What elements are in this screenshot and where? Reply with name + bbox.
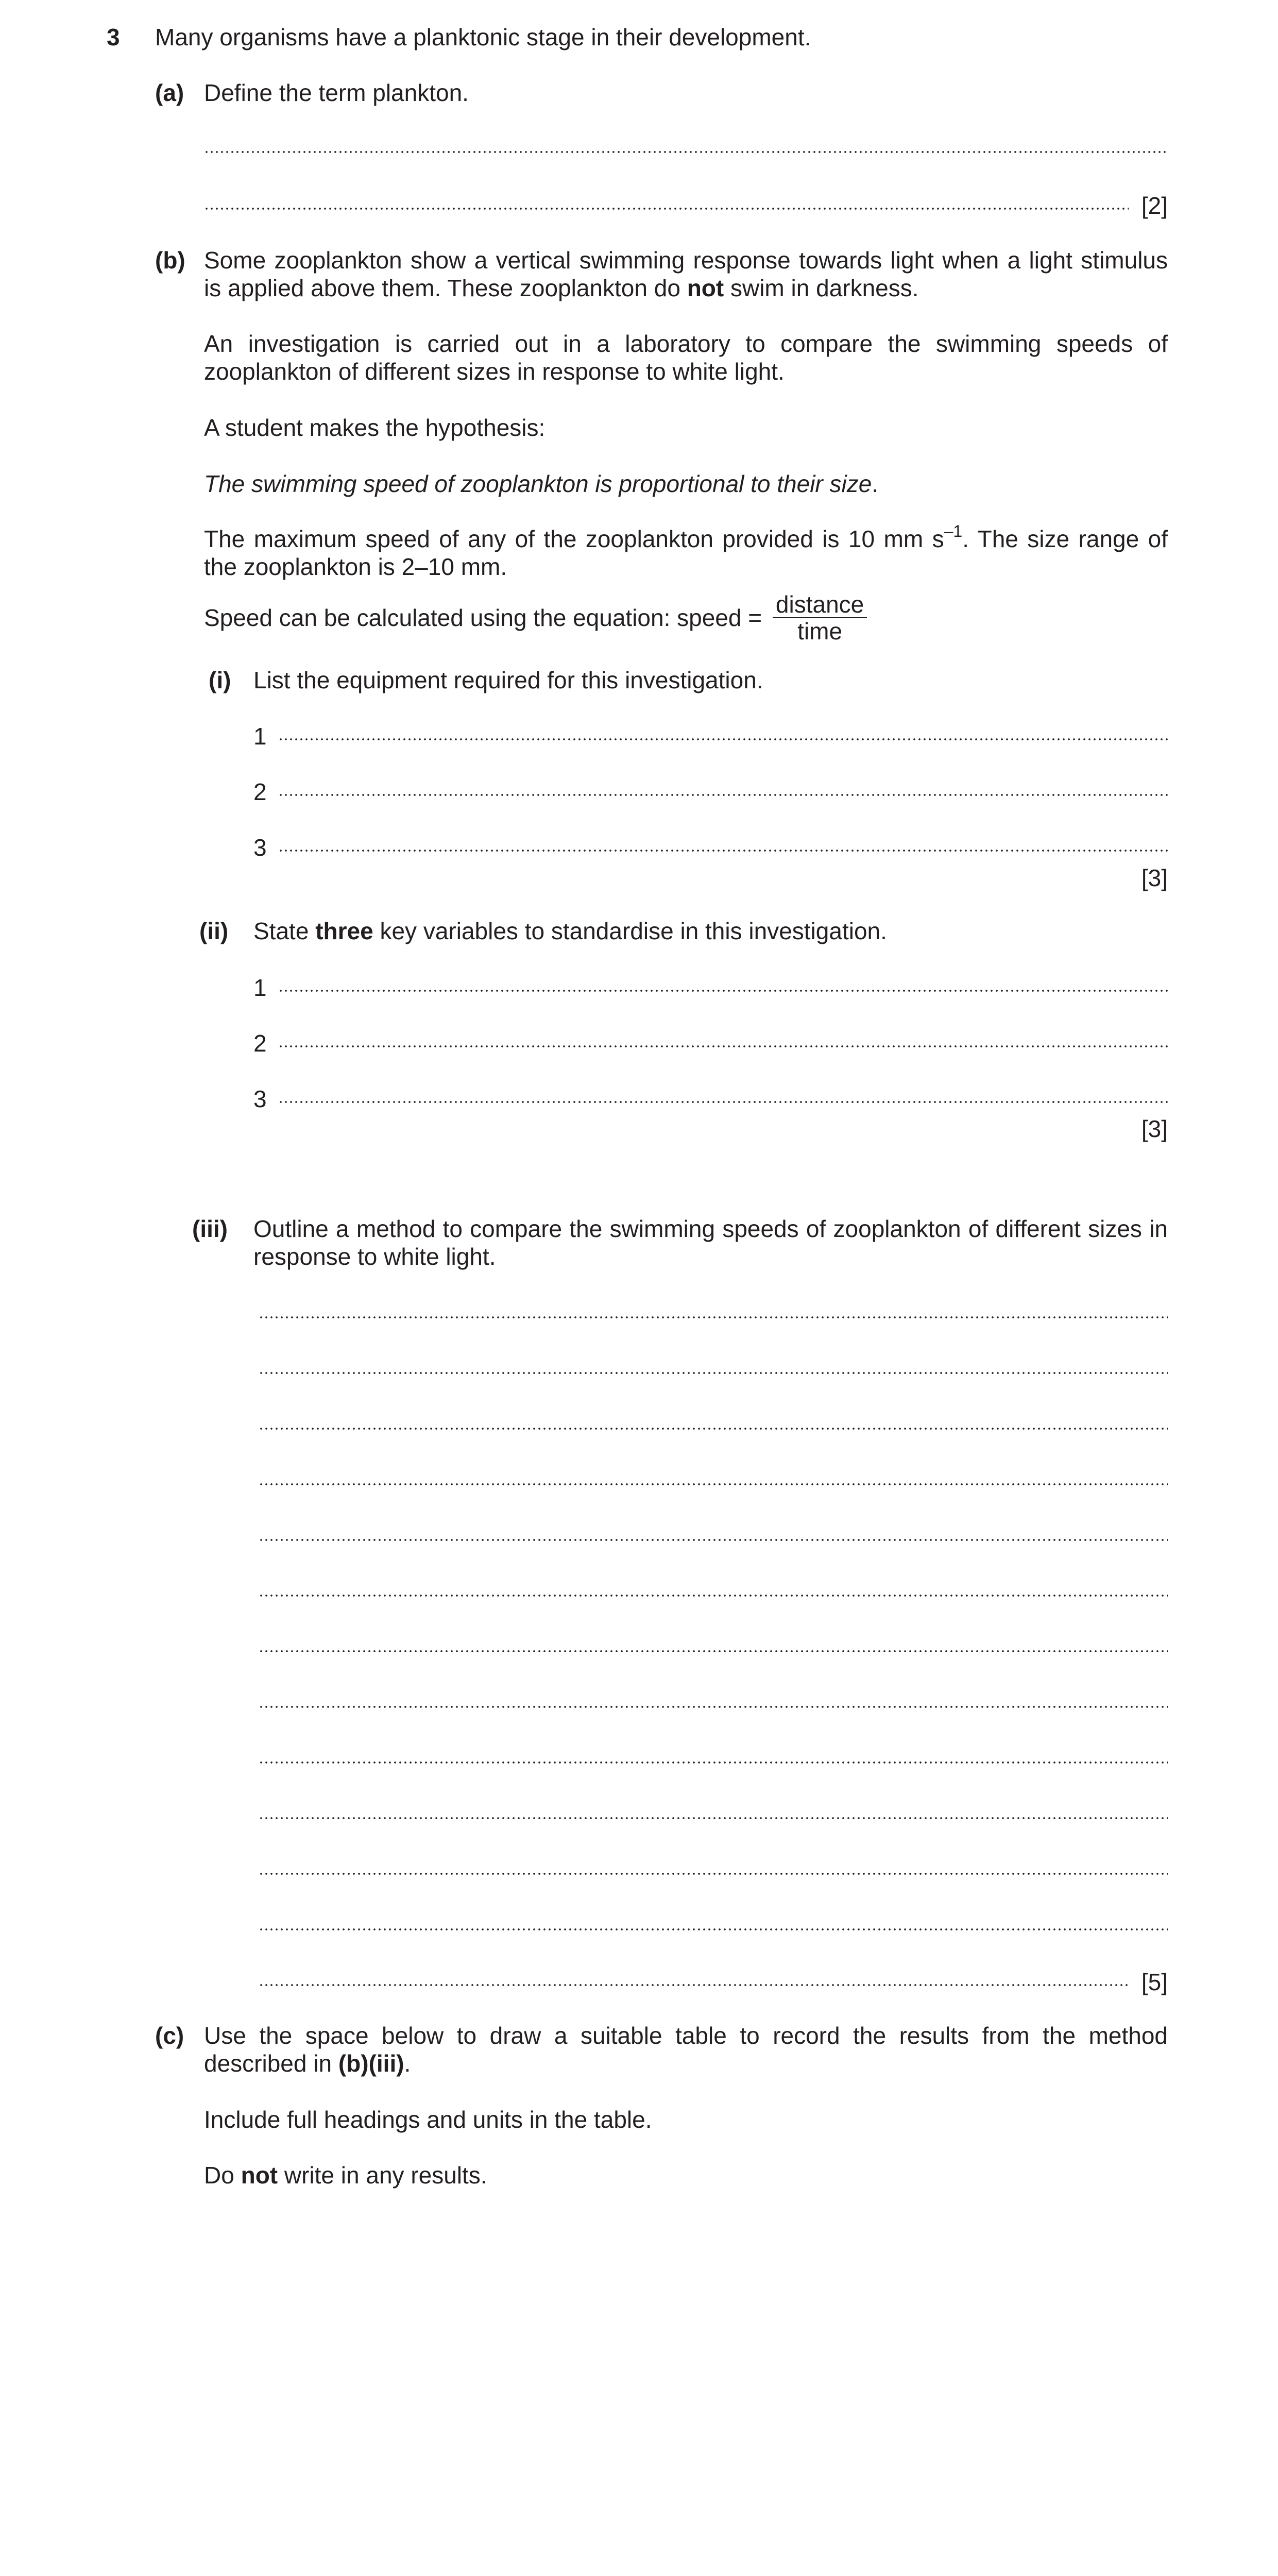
- answer-line[interactable]: [278, 1100, 1168, 1104]
- answer-line[interactable]: [278, 1045, 1168, 1048]
- equation-numerator: distance: [773, 592, 867, 618]
- equation-fraction: [773, 592, 867, 643]
- answer-line[interactable]: [278, 849, 1168, 852]
- answer-number: 2: [253, 1030, 267, 1057]
- marks-b-iii: [5]: [1141, 1969, 1168, 1995]
- question-number: 3: [107, 24, 120, 50]
- marks-b-i: [3]: [1141, 865, 1168, 891]
- answer-line[interactable]: [259, 1761, 1168, 1764]
- speed-text-1: The maximum speed of any of the zooplankton provided is 10 mm s: [204, 526, 944, 552]
- part-b-label: (b): [155, 247, 185, 274]
- question-stem: Many organisms have a planktonic stage in their development.: [155, 24, 811, 50]
- answer-line[interactable]: [259, 1594, 1168, 1597]
- part-a-prompt: Define the term plankton.: [204, 79, 469, 106]
- answer-line[interactable]: [259, 1538, 1168, 1541]
- sub-ii-text-pre: State: [253, 918, 309, 944]
- answer-line[interactable]: [278, 793, 1168, 796]
- answer-number: 1: [253, 723, 267, 750]
- answer-line[interactable]: [259, 1872, 1168, 1875]
- answer-number: 3: [253, 834, 267, 861]
- sub-i-label: (i): [209, 667, 231, 693]
- sub-ii-text-bold: three: [315, 918, 373, 944]
- answer-line[interactable]: [278, 738, 1168, 741]
- answer-line[interactable]: [278, 989, 1168, 992]
- speed-superscript: –1: [944, 521, 963, 540]
- speed-equation: [204, 592, 867, 643]
- answer-line[interactable]: [259, 1984, 1129, 1987]
- part-c-text-3-post: write in any results.: [284, 2162, 487, 2189]
- equation-denominator: time: [797, 618, 843, 645]
- sub-ii-prompt: [253, 917, 887, 945]
- answer-line[interactable]: [259, 1371, 1168, 1375]
- part-c-text-3-pre: Do: [204, 2162, 234, 2189]
- answer-line[interactable]: [204, 207, 1129, 210]
- part-c-text-3-bold: not: [241, 2162, 278, 2189]
- answer-number: 3: [253, 1086, 267, 1112]
- part-c-prompt-3: [204, 2161, 487, 2189]
- sub-ii-text-post: key variables to standardise in this investigation.: [380, 918, 887, 944]
- intro-1-end: swim in darkness.: [730, 275, 919, 301]
- part-c-text-1: Use the space below to draw a suitable table to record the results from the method described in: [204, 2022, 1168, 2077]
- hypothesis-text: The swimming speed of zooplankton is proportional to their size: [204, 470, 872, 497]
- part-b-intro-3: A student makes the hypothesis:: [204, 414, 546, 441]
- speed-text-2: . The size range of the zooplankton is 2–10 mm.: [204, 526, 1168, 580]
- sub-i-prompt: List the equipment required for this investigation.: [253, 667, 763, 693]
- answer-number: 2: [253, 778, 267, 805]
- part-c-prompt-2: Include full headings and units in the table.: [204, 2106, 652, 2133]
- table-drawing-area[interactable]: [204, 2210, 1168, 2576]
- marks-a: [2]: [1141, 192, 1168, 219]
- answer-line[interactable]: [259, 1316, 1168, 1319]
- intro-1-text: Some zooplankton show a vertical swimming response towards light when a light stimulus is applied above them. These zooplankton do: [204, 247, 1168, 301]
- part-b-intro-2: An investigation is carried out in a laboratory to compare the swimming speeds of zooplankton of different sizes in response to white light.: [204, 330, 1168, 385]
- answer-line[interactable]: [259, 1650, 1168, 1653]
- speed-info: [204, 521, 1168, 581]
- sub-iii-label: (iii): [192, 1215, 228, 1242]
- answer-line[interactable]: [259, 1483, 1168, 1486]
- answer-line[interactable]: [204, 150, 1168, 154]
- part-c-text-1-end: .: [404, 2050, 411, 2077]
- answer-line[interactable]: [259, 1928, 1168, 1931]
- sub-ii-label: (ii): [199, 918, 229, 944]
- marks-b-ii: [3]: [1141, 1115, 1168, 1142]
- part-c-label: (c): [155, 2022, 184, 2049]
- sub-iii-prompt: Outline a method to compare the swimming speeds of zooplankton of different sizes in response to white light.: [253, 1215, 1168, 1270]
- answer-line[interactable]: [259, 1705, 1168, 1708]
- part-b-intro-1: [204, 246, 1168, 302]
- answer-line[interactable]: [259, 1817, 1168, 1820]
- part-c-prompt-1: [204, 2022, 1168, 2077]
- equation-text: Speed can be calculated using the equation: speed =: [204, 604, 762, 631]
- part-c-text-1-bold: (b)(iii): [338, 2050, 404, 2077]
- hypothesis: [204, 470, 878, 498]
- hypothesis-end: .: [872, 470, 879, 497]
- intro-1-bold: not: [687, 275, 724, 301]
- part-a-label: (a): [155, 79, 184, 106]
- answer-number: 1: [253, 974, 267, 1001]
- answer-line[interactable]: [259, 1427, 1168, 1430]
